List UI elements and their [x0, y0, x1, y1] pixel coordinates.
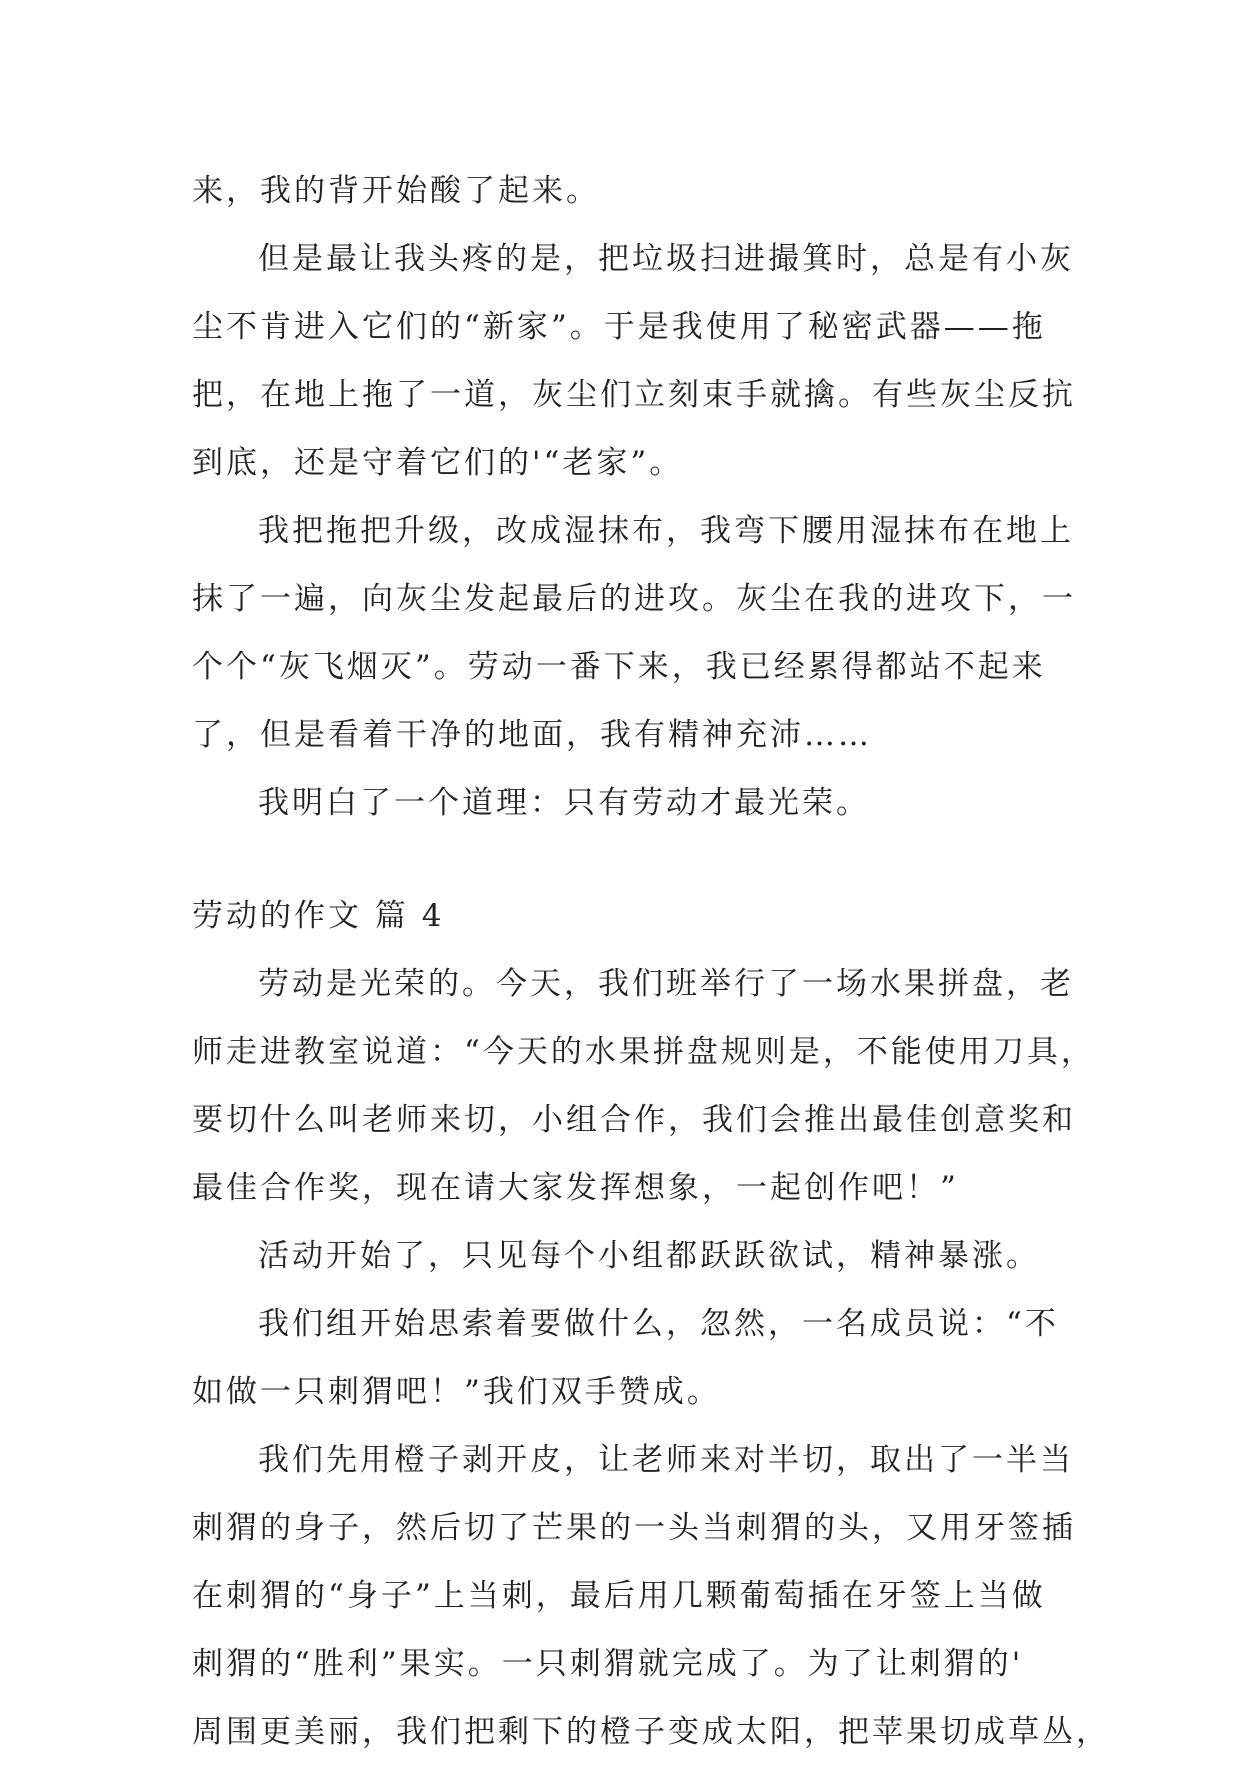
paragraph-line: 了，但是看着干净的地面，我有精神充沛…… — [192, 717, 872, 753]
paragraph-line: 尘不肯进入它们的“新家”。于是我使用了秘密武器——拖 — [192, 309, 1046, 345]
section-spacer — [192, 837, 1052, 882]
paragraph-line: 到底，还是守着它们的'“老家”。 — [192, 445, 684, 481]
paragraph-line: 刺猬的“胜利”果实。一只刺猬就完成了。为了让刺猬的' — [192, 1646, 1024, 1682]
paragraph-line: 我们先用橙子剥开皮，让老师来对半切，取出了一半当 — [258, 1442, 1074, 1478]
paragraph-line: 周围更美丽，我们把剩下的橙子变成太阳，把苹果切成草丛， — [192, 1714, 1110, 1750]
paragraph-line: 我把拖把升级，改成湿抹布，我弯下腰用湿抹布在地上 — [258, 513, 1074, 549]
section-heading: 劳动的作文 篇 4 — [192, 898, 445, 934]
document-body — [192, 157, 1110, 1766]
paragraph-line: 如做一只刺猬吧！”我们双手赞成。 — [192, 1374, 721, 1410]
paragraph-line: 刺猬的身子，然后切了芒果的一头当刺猬的头，又用牙签插 — [192, 1510, 1076, 1546]
paragraph-line: 我明白了一个道理：只有劳动才最光荣。 — [258, 785, 870, 821]
paragraph-line: 在刺猬的“身子”上当刺，最后用几颗葡萄插在牙签上当做 — [192, 1578, 1046, 1614]
paragraph-line: 抹了一遍，向灰尘发起最后的进攻。灰尘在我的进攻下，一 — [192, 581, 1076, 617]
paragraph-line: 但是最让我头疼的是，把垃圾扫进撮箕时，总是有小灰 — [258, 241, 1074, 277]
paragraph-line: 来，我的背开始酸了起来。 — [192, 173, 600, 209]
paragraph-line: 把，在地上拖了一道，灰尘们立刻束手就擒。有些灰尘反抗 — [192, 377, 1076, 413]
paragraph-line: 我们组开始思索着要做什么，忽然，一名成员说：“不 — [258, 1306, 1059, 1342]
paragraph-line: 最佳合作奖，现在请大家发挥想象，一起创作吧！” — [192, 1170, 959, 1206]
paragraph-line: 活动开始了，只见每个小组都跃跃欲试，精神暴涨。 — [258, 1238, 1040, 1274]
paragraph-line: 要切什么叫老师来切，小组合作，我们会推出最佳创意奖和 — [192, 1102, 1076, 1138]
paragraph-line: 劳动是光荣的。今天，我们班举行了一场水果拼盘，老 — [258, 966, 1074, 1002]
paragraph-line: 个个“灰飞烟灭”。劳动一番下来，我已经累得都站不起来 — [192, 649, 1046, 685]
paragraph-line: 师走进教室说道：“今天的水果拼盘规则是，不能使用刀具， — [192, 1034, 1095, 1070]
